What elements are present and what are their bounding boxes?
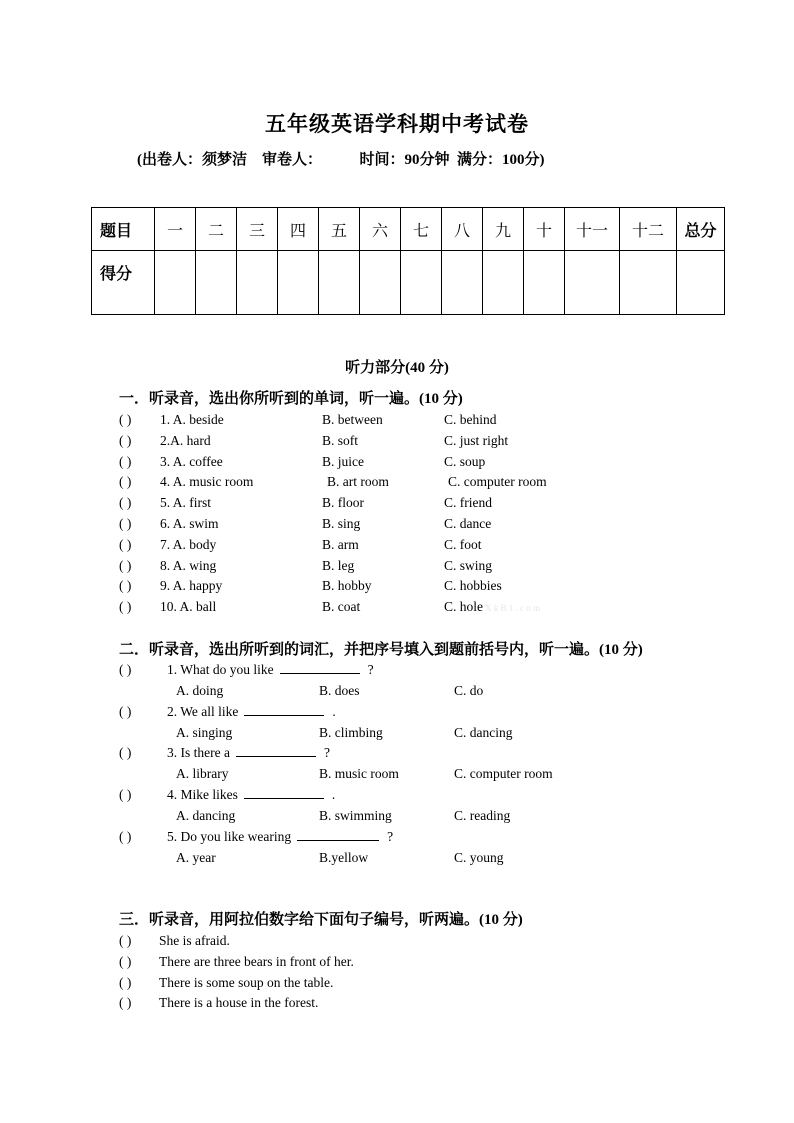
- answer-bracket[interactable]: ( ): [119, 953, 132, 969]
- score-cell[interactable]: [565, 251, 620, 315]
- option-c: C. foot: [444, 536, 482, 552]
- option-a: A. dancing: [176, 807, 236, 823]
- option-c: C. young: [454, 849, 504, 865]
- option-a: 8. A. wing: [160, 557, 217, 573]
- fill-blank[interactable]: [280, 659, 360, 674]
- option-b: B. sing: [322, 516, 361, 531]
- question-row: [0, 451, 794, 472]
- options-row: [0, 722, 794, 743]
- option-b: B. soft: [322, 432, 359, 448]
- question-text: [167, 701, 336, 722]
- question-row: [0, 409, 794, 430]
- options-row: [0, 847, 794, 868]
- option-b: B. music room: [319, 766, 399, 782]
- option-c: C. do: [454, 682, 484, 698]
- question-text: [167, 826, 393, 847]
- exam-subtitle: (出卷人：须梦洁 审卷人： 时间：90分钟 满分：100分): [137, 152, 545, 168]
- question-end-mark: .: [331, 787, 336, 803]
- fill-blank[interactable]: [297, 826, 379, 841]
- option-a: 7. A. body: [160, 536, 217, 552]
- option-a: 4. A. music room: [160, 474, 254, 490]
- header-label-cell: 题目: [92, 208, 155, 251]
- question-row: [0, 826, 794, 847]
- question-row: [0, 784, 794, 805]
- watermark-text: X k B 1 . c o m: [485, 603, 540, 614]
- question-end-mark: ?: [387, 828, 394, 844]
- score-cell[interactable]: [401, 251, 442, 315]
- sentence-row: [0, 951, 794, 972]
- option-c: C. computer room: [448, 474, 547, 490]
- column-header: 六: [360, 208, 401, 251]
- total-score-cell[interactable]: [677, 251, 725, 315]
- column-header: 二: [196, 208, 237, 251]
- option-a: 1. A. beside: [160, 412, 224, 427]
- option-a: A. year: [176, 849, 216, 865]
- column-header: 十二: [620, 208, 677, 251]
- question-text: [167, 784, 335, 805]
- option-b: B. hobby: [322, 578, 372, 594]
- question-prompt: 1. What do you like: [167, 662, 274, 677]
- option-c: C. hole X k B 1 . c o m: [444, 599, 540, 615]
- score-cell[interactable]: [483, 251, 524, 315]
- option-c: C. computer room: [454, 766, 553, 782]
- question-row: [0, 701, 794, 722]
- answer-bracket[interactable]: ( ): [119, 787, 132, 803]
- total-header: 总分: [677, 208, 725, 251]
- listening-section-title: 听力部分(40 分): [345, 360, 449, 376]
- question-row: [0, 492, 794, 513]
- score-cell[interactable]: [442, 251, 483, 315]
- score-cell[interactable]: [196, 251, 237, 315]
- answer-bracket[interactable]: ( ): [119, 703, 132, 719]
- answer-bracket[interactable]: ( ): [119, 828, 132, 844]
- column-header: 十: [524, 208, 565, 251]
- score-cell[interactable]: [319, 251, 360, 315]
- options-row: [0, 680, 794, 701]
- question-prompt: 3. Is there a: [167, 745, 230, 761]
- question-row: [0, 555, 794, 576]
- option-a: 3. A. coffee: [160, 453, 223, 469]
- score-cell[interactable]: [278, 251, 319, 315]
- score-cell[interactable]: [237, 251, 278, 315]
- question-end-mark: ?: [367, 662, 374, 677]
- answer-bracket[interactable]: ( ): [119, 453, 132, 469]
- question-row: [0, 742, 794, 763]
- options-row: [0, 805, 794, 826]
- option-b: B. between: [322, 412, 383, 427]
- sentence-row: [0, 930, 794, 951]
- score-cell[interactable]: [155, 251, 196, 315]
- answer-bracket[interactable]: ( ): [119, 412, 132, 427]
- option-b: B. art room: [327, 474, 389, 490]
- answer-bracket[interactable]: ( ): [119, 495, 132, 511]
- fill-blank[interactable]: [244, 784, 324, 799]
- fill-blank[interactable]: [244, 701, 324, 716]
- score-table: [91, 207, 725, 315]
- question-row: [0, 575, 794, 596]
- question-row: [0, 513, 794, 534]
- option-a: 2.A. hard: [160, 432, 211, 448]
- option-b: B. leg: [322, 557, 355, 573]
- option-c: C. dance: [444, 516, 492, 531]
- sentence-row: [0, 972, 794, 993]
- option-b: B. climbing: [319, 724, 383, 740]
- column-header: 四: [278, 208, 319, 251]
- column-header: 十一: [565, 208, 620, 251]
- option-b: B.yellow: [319, 849, 369, 865]
- option-a: A. doing: [176, 682, 224, 698]
- option-c: C. reading: [454, 807, 511, 823]
- column-header: 三: [237, 208, 278, 251]
- answer-bracket[interactable]: ( ): [119, 557, 132, 573]
- option-c: C. behind: [444, 412, 497, 427]
- answer-bracket[interactable]: ( ): [119, 474, 132, 490]
- answer-bracket[interactable]: ( ): [119, 974, 132, 990]
- option-b: B. does: [319, 682, 360, 698]
- part2-heading: 二．听录音，选出所听到的词汇，并把序号填入到题前括号内，听一遍。(10 分): [119, 642, 643, 658]
- question-prompt: 2. We all like: [167, 703, 239, 719]
- score-table-score-row: [92, 251, 725, 315]
- option-c: C. soup: [444, 453, 486, 469]
- option-c: C. dancing: [454, 724, 513, 740]
- option-b: B. arm: [322, 536, 359, 552]
- sentence-text: She is afraid.: [159, 933, 230, 948]
- score-cell[interactable]: [620, 251, 677, 315]
- sentence-row: [0, 992, 794, 1013]
- question-text: [167, 659, 374, 680]
- question-text: [167, 742, 330, 763]
- question-end-mark: .: [332, 703, 336, 719]
- score-cell[interactable]: [360, 251, 401, 315]
- option-a: 6. A. swim: [160, 516, 219, 531]
- question-prompt: 5. Do you like wearing: [167, 828, 292, 844]
- column-header: 五: [319, 208, 360, 251]
- sentence-text: There is a house in the forest.: [159, 995, 319, 1011]
- question-row: [0, 471, 794, 492]
- option-a: 5. A. first: [160, 495, 212, 511]
- option-b: B. coat: [322, 599, 361, 615]
- score-label-cell: 得分: [92, 251, 155, 315]
- answer-bracket[interactable]: ( ): [119, 578, 132, 594]
- score-table-header-row: [92, 208, 725, 251]
- answer-bracket[interactable]: ( ): [119, 933, 132, 948]
- question-end-mark: ?: [323, 745, 330, 761]
- sentence-text: There are three bears in front of her.: [159, 953, 354, 969]
- option-c: C. just right: [444, 432, 509, 448]
- question-row: [0, 534, 794, 555]
- option-a: A. singing: [176, 724, 233, 740]
- answer-bracket[interactable]: ( ): [119, 995, 132, 1011]
- option-c: C. swing: [444, 557, 493, 573]
- question-prompt: 4. Mike likes: [167, 787, 238, 803]
- column-header: 九: [483, 208, 524, 251]
- answer-bracket[interactable]: ( ): [119, 745, 132, 761]
- question-row: [0, 430, 794, 451]
- option-b: B. swimming: [319, 807, 392, 823]
- score-cell[interactable]: [524, 251, 565, 315]
- answer-bracket[interactable]: ( ): [119, 599, 132, 615]
- column-header: 八: [442, 208, 483, 251]
- column-header: 七: [401, 208, 442, 251]
- option-c: C. friend: [444, 495, 492, 511]
- option-b: B. floor: [322, 495, 364, 511]
- option-a: 9. A. happy: [160, 578, 223, 594]
- part3-heading: 三．听录音，用阿拉伯数字给下面句子编号，听两遍。(10 分): [119, 912, 523, 928]
- exam-title: 五年级英语学科期中考试卷: [265, 112, 529, 136]
- fill-blank[interactable]: [236, 742, 316, 757]
- answer-bracket[interactable]: ( ): [119, 536, 132, 552]
- question-row: [0, 659, 794, 680]
- option-c: C. hobbies: [444, 578, 502, 594]
- question-row: [0, 596, 794, 617]
- option-a: 10. A. ball: [160, 599, 217, 615]
- sentence-text: There is some soup on the table.: [159, 974, 334, 990]
- answer-bracket[interactable]: ( ): [119, 432, 132, 448]
- answer-bracket[interactable]: ( ): [119, 516, 132, 531]
- answer-bracket[interactable]: ( ): [119, 662, 132, 677]
- options-row: [0, 763, 794, 784]
- option-b: B. juice: [322, 453, 364, 469]
- option-a: A. library: [176, 766, 229, 782]
- part1-heading: 一．听录音，选出你所听到的单词，听一遍。(10 分): [119, 391, 463, 407]
- column-header: 一: [155, 208, 196, 251]
